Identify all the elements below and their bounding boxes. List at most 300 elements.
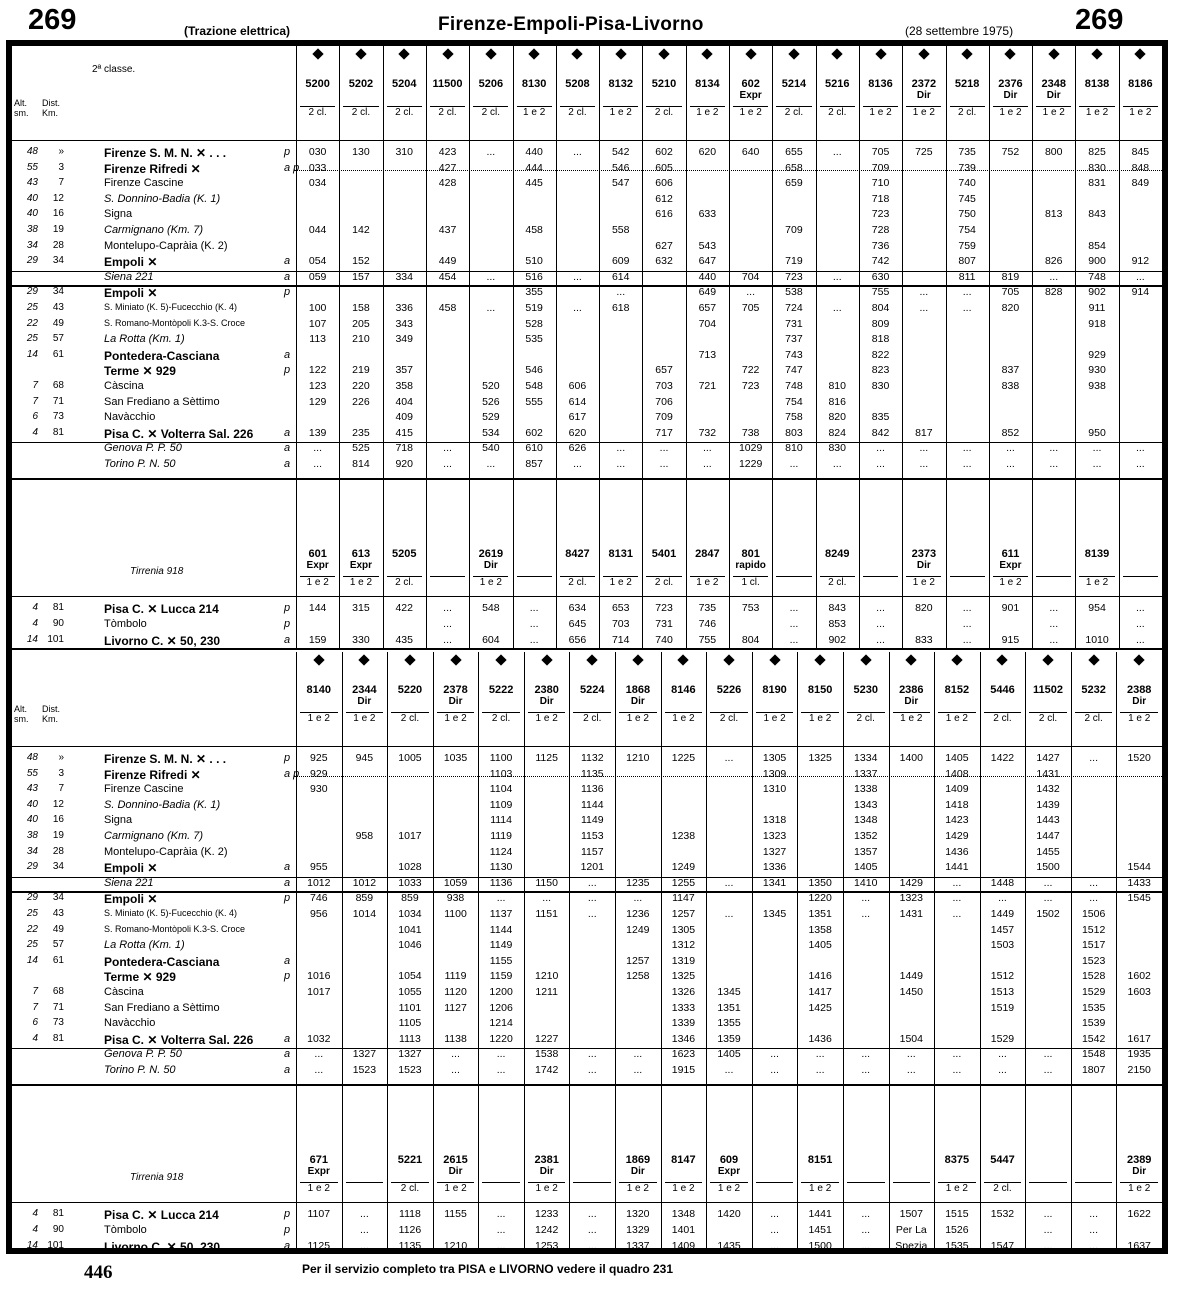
train-header xyxy=(772,516,815,596)
time-cell: 1151 xyxy=(535,908,558,920)
time-cell: 1235 xyxy=(626,876,650,889)
time-cell: 657 xyxy=(655,364,673,377)
train-number: 2386 xyxy=(899,684,924,696)
time-cell: 719 xyxy=(785,255,803,268)
train-class xyxy=(430,576,465,577)
diamond-icon xyxy=(572,48,583,59)
time-cell: 954 xyxy=(1088,602,1106,614)
train-number: 2381 xyxy=(534,1154,559,1166)
time-cell: 656 xyxy=(568,634,587,646)
station-row xyxy=(12,208,294,223)
station-row xyxy=(12,224,294,239)
diamond-icon xyxy=(313,654,324,665)
time-cell: 1441 xyxy=(808,1208,832,1220)
time-cell: 1032 xyxy=(307,1032,331,1045)
time-cell: 831 xyxy=(1088,177,1106,190)
train-class: 2 cl. xyxy=(984,1182,1022,1194)
station-distance: 73 xyxy=(52,1017,64,1029)
time-cell: 732 xyxy=(698,426,717,439)
time-cell: 1012 xyxy=(307,876,331,889)
train-header xyxy=(661,652,707,732)
time-cell: 1157 xyxy=(580,845,604,858)
train-header xyxy=(729,516,772,596)
train-type: Expr xyxy=(307,1166,330,1177)
time-cell: 1041 xyxy=(398,923,422,936)
train-header xyxy=(524,1122,570,1202)
time-cell: ... xyxy=(1089,876,1098,889)
time-cell: 1448 xyxy=(990,876,1015,889)
time-cell: 901 xyxy=(1001,602,1020,614)
time-cell: ... xyxy=(496,1208,506,1220)
time-cell: ... xyxy=(633,892,643,905)
time-cell: 1138 xyxy=(444,1032,467,1045)
time-cell: ... xyxy=(770,1064,779,1076)
station-altitude: 4 xyxy=(32,1224,38,1235)
train-header xyxy=(599,516,642,596)
time-cell: ... xyxy=(861,1240,871,1252)
time-cell: 604 xyxy=(482,634,500,646)
time-cell: 609 xyxy=(611,255,630,268)
station-distance: 101 xyxy=(47,634,64,645)
time-cell: 1028 xyxy=(398,861,422,874)
train-class: 2 cl. xyxy=(300,106,335,118)
time-cell: 826 xyxy=(1044,255,1063,268)
train-class: 1 e 2 xyxy=(300,712,338,724)
time-cell: 1405 xyxy=(717,1048,741,1061)
time-cell: 1500 xyxy=(1036,861,1060,874)
station-altitude: 4 xyxy=(32,426,38,438)
time-cell: ... xyxy=(876,602,885,614)
time-cell: 1405 xyxy=(854,861,878,874)
train-number: 2847 xyxy=(695,548,720,560)
time-cell: 520 xyxy=(482,380,500,392)
station-row xyxy=(12,380,294,395)
station-row xyxy=(12,767,300,783)
station-name: Signa xyxy=(104,814,133,827)
station-name: Firenze Cascine xyxy=(104,177,184,190)
station-row xyxy=(12,799,294,814)
train-class: 1 e 2 xyxy=(690,106,725,118)
time-cell: ... xyxy=(529,634,539,646)
time-cell: 1029 xyxy=(738,442,763,455)
station-row xyxy=(12,458,294,473)
time-cell: 1350 xyxy=(808,876,832,889)
station-row xyxy=(12,1064,294,1079)
station-altitude: 29 xyxy=(26,255,38,267)
station-name: Livorno C. ✕ 50, 230 xyxy=(104,634,221,648)
station-row xyxy=(12,333,294,348)
page-title: Firenze-Empoli-Pisa-Livorno xyxy=(438,14,704,35)
time-cell: 1305 xyxy=(762,752,787,764)
time-cell: 427 xyxy=(438,161,457,174)
time-cell: 723 xyxy=(785,270,803,283)
timetable-block-upper xyxy=(12,46,1162,650)
train-header xyxy=(989,46,1032,126)
time-cell: ... xyxy=(1089,1224,1098,1236)
train-class: 2 cl. xyxy=(646,106,681,118)
train-class xyxy=(1029,1182,1067,1183)
time-cell: 1351 xyxy=(808,908,832,920)
time-cell: 1155 xyxy=(489,954,513,967)
train-number: 2372 xyxy=(911,78,937,90)
train-class: 1 e 2 xyxy=(906,576,941,588)
train-header xyxy=(1116,652,1162,732)
diamond-icon xyxy=(1042,654,1053,665)
train-class: 1 e 2 xyxy=(710,1182,748,1194)
time-cell: 1305 xyxy=(671,923,696,936)
time-cell: 528 xyxy=(525,317,543,330)
diamond-icon xyxy=(1048,48,1059,59)
time-cell: 1617 xyxy=(1127,1032,1151,1045)
train-header xyxy=(469,516,512,596)
train-class xyxy=(1123,576,1158,577)
station-distance: 28 xyxy=(52,845,64,857)
time-cell: 1034 xyxy=(398,908,422,920)
station-altitude: 22 xyxy=(26,923,38,935)
station-distance: 81 xyxy=(52,602,64,613)
time-cell: ... xyxy=(1135,270,1145,283)
time-cell: ... xyxy=(496,1224,506,1236)
time-cell: 054 xyxy=(308,255,327,268)
time-cell: 033 xyxy=(308,161,327,174)
time-cell: 1358 xyxy=(808,923,832,936)
time-cell: ... xyxy=(587,1048,597,1061)
train-number: 8139 xyxy=(1084,548,1110,560)
time-cell: 857 xyxy=(525,458,543,470)
time-cell: 548 xyxy=(525,380,543,392)
time-cell: 706 xyxy=(655,395,673,408)
train-header xyxy=(980,1122,1026,1202)
train-number: 2619 xyxy=(478,548,504,560)
time-cell: 519 xyxy=(525,302,543,314)
time-cell: 423 xyxy=(438,146,457,158)
time-cell: 704 xyxy=(698,317,717,330)
time-cell: 1100 xyxy=(489,752,513,764)
train-header xyxy=(339,516,382,596)
time-cell: 107 xyxy=(308,317,327,330)
station-name: Tòmbolo xyxy=(104,1224,147,1236)
time-cell: 422 xyxy=(395,602,413,614)
time-cell: 1529 xyxy=(990,1032,1015,1045)
train-number: 5218 xyxy=(954,78,980,90)
train-header xyxy=(980,652,1026,732)
time-cell: ... xyxy=(1135,602,1145,614)
time-cell: ... xyxy=(1049,634,1059,646)
train-number: 2388 xyxy=(1126,684,1152,696)
station-altitude: 40 xyxy=(26,798,38,810)
diamond-icon xyxy=(918,48,929,59)
diamond-icon xyxy=(615,48,626,59)
train-header xyxy=(1071,1122,1117,1202)
station-distance: 43 xyxy=(52,908,64,919)
train-header xyxy=(902,516,945,596)
station-altitude: 25 xyxy=(26,939,38,951)
train-header xyxy=(556,516,599,596)
train-class: 1 e 2 xyxy=(801,712,839,724)
time-cell: 226 xyxy=(352,395,370,408)
train-class: 2 cl. xyxy=(391,1182,429,1194)
time-cell: 1420 xyxy=(717,1208,741,1220)
time-cell: ... xyxy=(1043,892,1053,905)
time-cell: ... xyxy=(1092,458,1102,470)
station-altitude: 7 xyxy=(32,395,38,407)
train-header xyxy=(569,1122,615,1202)
time-cell: 1439 xyxy=(1036,798,1060,811)
time-cell: 1352 xyxy=(854,830,878,842)
station-name: Montelupo-Capràia (K. 2) xyxy=(104,239,228,252)
diamond-icon xyxy=(769,654,780,665)
time-cell: 558 xyxy=(611,224,630,236)
time-cell: 1544 xyxy=(1127,861,1151,874)
station-row xyxy=(12,970,294,985)
train-number: 5205 xyxy=(392,548,417,560)
time-cell: 740 xyxy=(655,634,673,646)
time-cell: ... xyxy=(952,1064,962,1076)
page-number-left: 269 xyxy=(28,4,77,36)
time-cell: ... xyxy=(702,442,712,455)
arrival-departure-marker: p xyxy=(284,892,291,905)
train-class xyxy=(756,1182,794,1183)
time-cell: ... xyxy=(861,1224,871,1236)
time-cell: 1318 xyxy=(762,814,787,827)
time-cell: ... xyxy=(1089,1240,1098,1252)
time-cell: 044 xyxy=(308,224,327,236)
time-cell: 1427 xyxy=(1036,752,1060,764)
time-cell: 709 xyxy=(655,411,673,424)
time-cell: 1337 xyxy=(626,1240,650,1252)
time-cell: 929 xyxy=(1088,348,1106,361)
station-row xyxy=(12,364,294,379)
time-cell: 130 xyxy=(352,146,370,158)
time-cell: ... xyxy=(861,1048,871,1061)
time-cell: ... xyxy=(542,892,552,905)
time-cell: ... xyxy=(919,458,929,470)
diamond-icon xyxy=(1135,48,1146,59)
time-cell: 810 xyxy=(828,380,846,392)
time-cell: 1528 xyxy=(1081,970,1106,983)
time-cell: 1119 xyxy=(444,970,467,983)
train-class: 1 e 2 xyxy=(733,106,768,118)
time-cell: 1506 xyxy=(1081,908,1106,920)
time-cell: 714 xyxy=(611,634,630,646)
station-name: S. Miniato (K. 5)-Fucecchio (K. 4) xyxy=(104,302,238,312)
train-type: Expr xyxy=(999,560,1022,571)
time-cell: 219 xyxy=(352,364,370,377)
time-cell: 1348 xyxy=(854,814,878,827)
time-cell: 1443 xyxy=(1036,814,1060,827)
station-row xyxy=(12,411,294,426)
time-cell: 1242 xyxy=(535,1224,559,1236)
train-header xyxy=(342,652,388,732)
time-cell: 614 xyxy=(568,395,587,408)
time-cell: ... xyxy=(1049,458,1059,470)
time-cell: 911 xyxy=(1088,302,1106,314)
time-cell: 428 xyxy=(438,177,457,190)
station-distance: 90 xyxy=(52,1224,64,1235)
arrival-departure-marker: a xyxy=(284,1064,291,1076)
train-header xyxy=(469,46,512,126)
time-cell: 956 xyxy=(310,908,328,920)
time-cell: ... xyxy=(919,442,929,455)
train-class: 1 e 2 xyxy=(1120,712,1158,724)
time-cell: 912 xyxy=(1131,255,1150,268)
time-cell: 759 xyxy=(958,239,976,252)
time-cell: 1325 xyxy=(808,752,832,764)
station-altitude: 38 xyxy=(26,830,38,841)
time-cell: 1523 xyxy=(1081,954,1106,967)
train-number: 5224 xyxy=(580,684,605,696)
time-cell: ... xyxy=(746,286,756,299)
station-distance: 19 xyxy=(52,224,64,235)
station-altitude: 25 xyxy=(26,333,38,345)
time-cell: 444 xyxy=(525,161,543,174)
time-cell: 1338 xyxy=(854,783,878,796)
arrival-departure-marker: a xyxy=(284,876,291,889)
time-cell: ... xyxy=(1135,458,1145,470)
time-cell: 1017 xyxy=(398,830,422,842)
station-altitude: 25 xyxy=(26,908,38,919)
station-name: Càscina xyxy=(104,380,144,392)
diamond-icon xyxy=(399,48,410,59)
time-cell: ... xyxy=(724,908,734,920)
time-cell: 800 xyxy=(1044,146,1063,158)
time-cell: 1035 xyxy=(443,752,468,764)
time-cell: 547 xyxy=(611,177,630,190)
train-number: 8132 xyxy=(608,78,633,90)
time-cell: 1935 xyxy=(1127,1048,1151,1061)
train-class: 2 cl. xyxy=(387,106,422,118)
time-cell: 1220 xyxy=(489,1032,513,1045)
train-header xyxy=(426,516,469,596)
time-cell: 929 xyxy=(310,767,328,780)
time-cell: 1339 xyxy=(671,1017,696,1030)
station-altitude: 7 xyxy=(32,380,38,391)
station-distance: 28 xyxy=(52,239,64,251)
time-cell: ... xyxy=(876,442,885,455)
time-cell: 1309 xyxy=(762,767,787,780)
time-cell: 633 xyxy=(698,208,717,221)
alt-header: Alt. sm. xyxy=(14,704,29,724)
time-cell: 717 xyxy=(655,426,673,439)
station-altitude: 40 xyxy=(26,208,38,220)
time-cell: 828 xyxy=(1044,286,1063,299)
train-number: 5226 xyxy=(716,684,742,696)
train-class: 2 cl. xyxy=(560,106,595,118)
time-cell: ... xyxy=(962,634,972,646)
time-cell: 1319 xyxy=(671,954,696,967)
train-header xyxy=(934,652,980,732)
arrival-departure-marker: p xyxy=(284,1208,291,1220)
diamond-icon xyxy=(587,654,598,665)
arrival-departure-marker: p xyxy=(284,364,291,377)
time-cell: 820 xyxy=(1001,302,1020,314)
time-cell: ... xyxy=(906,1048,916,1061)
station-distance: 12 xyxy=(52,798,64,810)
time-cell: ... xyxy=(962,286,972,299)
time-cell: ... xyxy=(486,270,496,283)
train-header xyxy=(889,652,935,732)
time-cell: 718 xyxy=(395,442,413,455)
diamond-icon xyxy=(632,654,643,665)
time-cell: 925 xyxy=(310,752,328,764)
time-cell: 1144 xyxy=(489,923,513,936)
time-cell: 1517 xyxy=(1081,939,1106,952)
time-cell: 1135 xyxy=(398,1240,422,1252)
time-cell: 404 xyxy=(395,395,413,408)
time-cell: ... xyxy=(659,442,669,455)
train-header xyxy=(642,516,685,596)
time-cell: 122 xyxy=(308,364,327,377)
time-cell: 349 xyxy=(395,333,413,346)
time-cell: ... xyxy=(486,302,496,314)
station-name: Empoli ✕ xyxy=(104,861,158,876)
time-cell: ... xyxy=(861,892,871,905)
time-cell: ... xyxy=(1043,1064,1053,1076)
time-cell: 415 xyxy=(395,426,413,439)
train-type: Dir xyxy=(630,696,645,707)
time-cell: 920 xyxy=(395,458,413,470)
station-name: Livorno C. ✕ 50, 230 xyxy=(104,1240,221,1254)
time-cell: 1125 xyxy=(535,752,558,764)
diamond-icon xyxy=(832,48,843,59)
time-cell: ... xyxy=(1043,1240,1053,1252)
train-header xyxy=(1119,516,1162,596)
time-cell: ... xyxy=(770,1240,779,1252)
train-class: 1 e 2 xyxy=(893,712,931,724)
station-distance: 68 xyxy=(52,380,64,391)
time-cell: 1113 xyxy=(399,1032,421,1045)
time-cell: 1423 xyxy=(945,814,969,827)
time-cell: 958 xyxy=(355,830,374,842)
station-distance: 81 xyxy=(52,1208,64,1219)
station-altitude: 29 xyxy=(26,892,38,904)
time-cell: 1351 xyxy=(717,1001,741,1014)
time-cell: 1432 xyxy=(1036,783,1060,796)
time-cell: 823 xyxy=(871,364,890,377)
time-cell: 902 xyxy=(828,634,846,646)
train-class: 1 cl. xyxy=(733,576,768,588)
time-cell: ... xyxy=(962,302,972,314)
time-cell: 1807 xyxy=(1081,1064,1106,1076)
footer-note: Per il servizio completo tra PISA e LIVORNO vedere il quadro 231 xyxy=(302,1262,674,1276)
time-cell: 634 xyxy=(568,602,587,614)
time-cell: 310 xyxy=(395,146,413,158)
time-cell: 1150 xyxy=(535,876,558,889)
train-class: 1 e 2 xyxy=(993,576,1028,588)
train-number: 5230 xyxy=(853,684,878,696)
station-altitude: 6 xyxy=(32,411,38,423)
arrival-departure-marker: p xyxy=(284,752,291,764)
time-cell: 755 xyxy=(698,634,717,646)
train-class: 1 e 2 xyxy=(517,106,552,118)
time-cell: 543 xyxy=(698,239,717,252)
station-row xyxy=(12,427,294,442)
station-name: S. Miniato (K. 5)-Fucecchio (K. 4) xyxy=(104,908,238,918)
time-cell: 710 xyxy=(871,177,890,190)
time-cell: ... xyxy=(451,1048,460,1061)
section-rule xyxy=(12,1084,1162,1086)
time-cell: 740 xyxy=(958,177,976,190)
pisa-header-rule xyxy=(12,1202,1162,1203)
time-cell: 113 xyxy=(309,333,327,346)
train-class: 1 e 2 xyxy=(528,712,566,724)
time-cell: ... xyxy=(1092,442,1102,455)
time-cell: ... xyxy=(359,1240,369,1252)
time-cell: 1447 xyxy=(1036,830,1060,842)
time-cell: 1535 xyxy=(1081,1001,1106,1014)
time-cell: 1545 xyxy=(1127,892,1151,905)
time-cell: ... xyxy=(496,1048,506,1061)
